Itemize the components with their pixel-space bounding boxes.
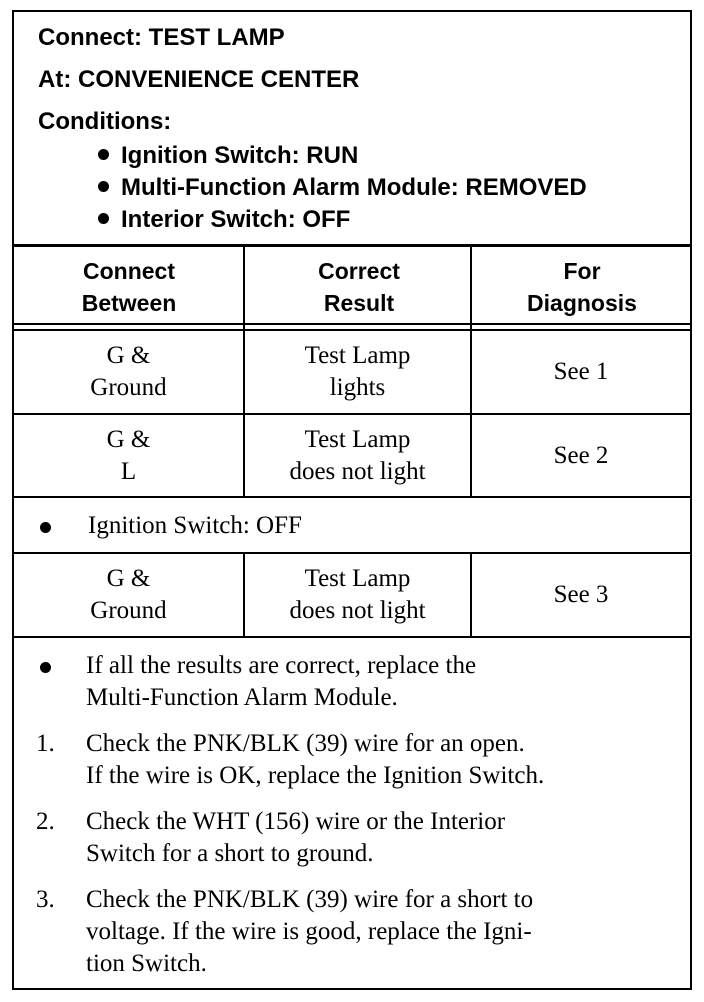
condition-item (98, 142, 358, 170)
divider (14, 323, 690, 325)
table-row-3-between: G & Ground (90, 565, 167, 624)
condition-text: Interior Switch: OFF (121, 206, 351, 233)
note-number: 1. (36, 730, 55, 757)
bullet-icon (40, 522, 51, 533)
bullet-icon (98, 149, 109, 160)
bullet-icon (98, 181, 109, 192)
sub-condition: Ignition Switch: OFF (88, 512, 302, 539)
conditions-label: Conditions: (38, 108, 172, 135)
column-header-connect-between: Connect Between (81, 258, 177, 316)
divider (14, 636, 690, 638)
note-item-2: Check the WHT (156) wire or the Interior Switch for a short to ground. (86, 808, 506, 867)
note-item-1: Check the PNK/BLK (39) wire for an open. If the wire is OK, replace the Ignition Switch. (86, 730, 545, 789)
condition-text: Ignition Switch: RUN (121, 142, 359, 169)
table-row-1-result: Test Lamp lights (304, 342, 411, 401)
table-row-1-diagnosis: See 1 (553, 358, 609, 385)
bullet-icon (98, 213, 109, 224)
column-header-correct-result: Correct Result (318, 258, 400, 316)
note-item-3: Check the PNK/BLK (39) wire for a short to voltage. If the wire is good, replace the Igni- tion Switch. (86, 886, 534, 977)
condition-item (98, 206, 350, 234)
bullet-icon (40, 662, 51, 673)
at-line: At: CONVENIENCE CENTER (38, 66, 360, 93)
diagnostic-table (12, 10, 692, 990)
table-row-3-result: Test Lamp does not light (289, 565, 426, 624)
note-number: 2. (36, 808, 55, 835)
table-row-1-between: G & Ground (90, 342, 167, 401)
condition-item (98, 174, 587, 202)
table-row-2-diagnosis: See 2 (553, 441, 609, 469)
connect-line: Connect: TEST LAMP (38, 24, 285, 51)
test-header (14, 12, 690, 248)
note-number: 3. (36, 886, 55, 913)
divider (14, 496, 690, 498)
divider (14, 244, 690, 247)
table-row-2-between: G & L (106, 425, 151, 485)
table-row-3-diagnosis: See 3 (553, 581, 609, 608)
condition-text: Multi-Function Alarm Module: REMOVED (121, 174, 587, 201)
column-header-for-diagnosis: For Diagnosis (527, 258, 637, 316)
note-bullet: If all the results are correct, replace the Multi-Function Alarm Module. (86, 652, 477, 711)
table-row-2-result: Test Lamp does not light (289, 425, 426, 485)
